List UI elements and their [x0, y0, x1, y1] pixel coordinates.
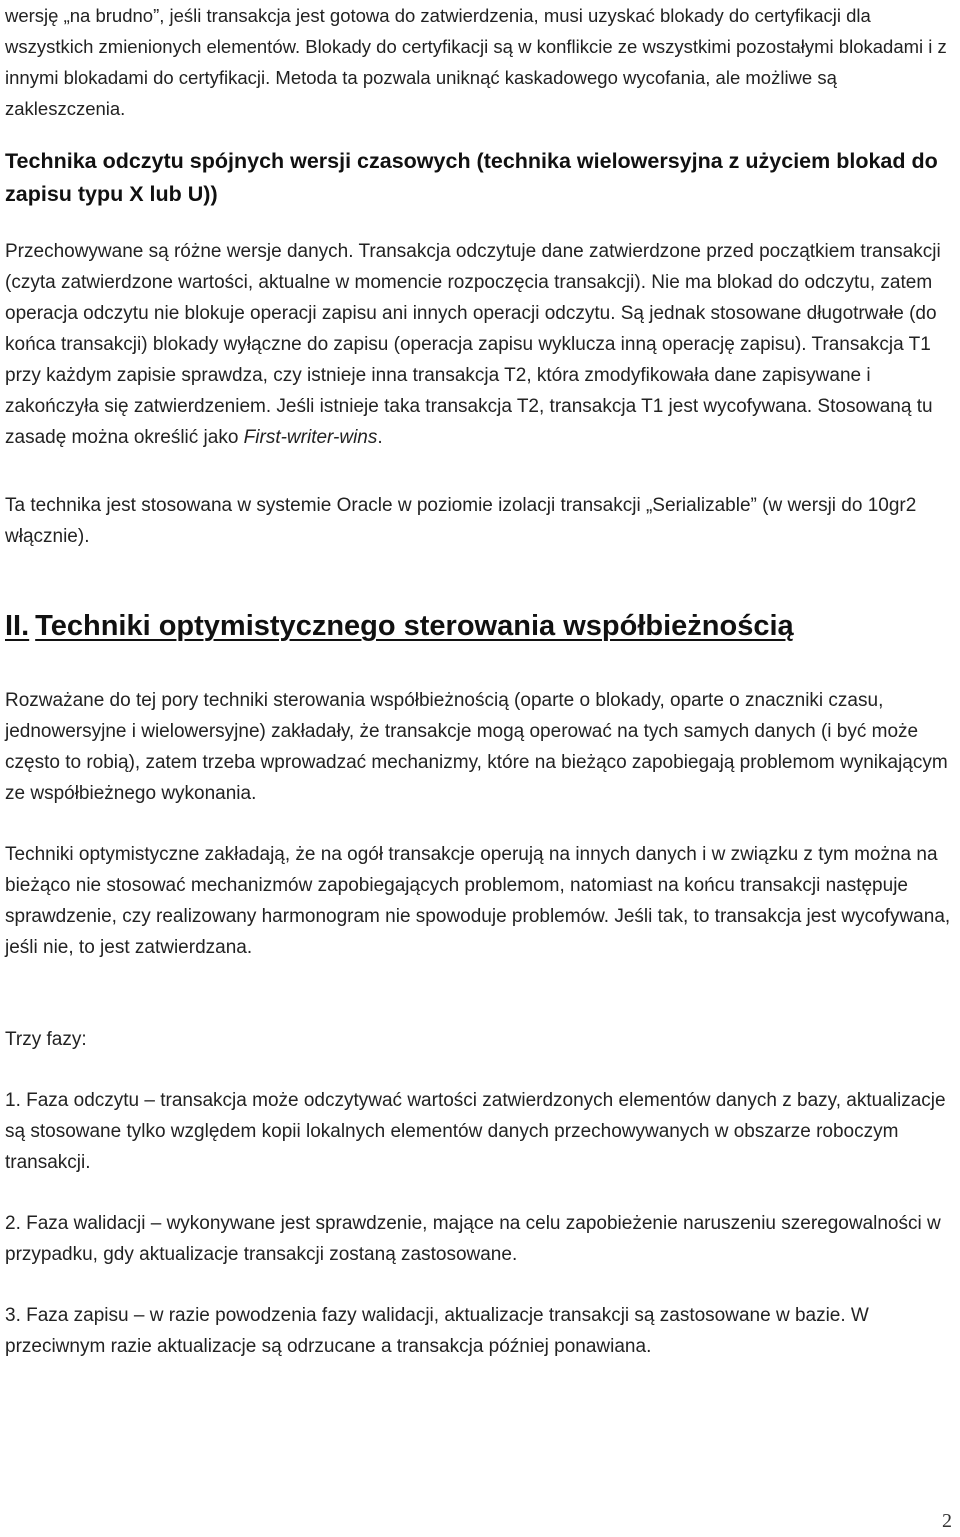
phase-3-item: 3. Faza zapisu – w razie powodzenia fazy walidacji, aktualizacje transakcji są zastosowane w bazie. W przeciwnym razie aktualizacje są odrzucane a transakcja później ponawiana. [5, 1305, 869, 1357]
paragraph-intro: wersję „na brudno”, jeśli transakcja jest gotowa do zatwierdzenia, musi uzyskać blokady do certyfikacji dla wszystkich zmienionych elementów. Blokady do certyfikacji są w konflikcie ze wszystkimi pozostałymi blokadami i z innymi blokadami do certyfikacji. Metoda ta pozwala uniknąć kaskadowego wycofania, ale możliwe są zakleszczenia. [5, 5, 947, 119]
three-phases-label: Trzy fazy: [5, 1029, 87, 1050]
paragraph-mvcc [5, 236, 955, 453]
first-writer-wins-term: First-writer-wins [243, 427, 378, 448]
paragraph-oracle: Ta technika jest stosowana w systemie Oracle w poziomie izolacji transakcji „Serializable” (w wersji do 10gr2 włącznie). [5, 495, 917, 547]
mvcc-end: . [377, 427, 383, 448]
paragraph-considered: Rozważane do tej pory techniki sterowania współbieżnością (oparte o blokady, oparte o znaczniki czasu, jednowersyjne i wielowersyjne) zakładały, że transakcje mogą operować na tych samych danych (i być może często to robią), zatem trzeba wprowadzać mechanizmy, które na bieżąco zapobiegają problemom wynikającym ze współbieżnego wykonania. [5, 690, 948, 804]
phase-2-item: 2. Faza walidacji – wykonywane jest sprawdzenie, mające na celu zapobieżenie naruszeniu szeregowalności w przypadku, gdy aktualizacje transakcji zostaną zastosowane. [5, 1213, 941, 1265]
section-number: II. [5, 610, 30, 642]
technique-heading: Technika odczytu spójnych wersji czasowych (technika wielowersyjna z użyciem blokad do zapisu typu X lub U)) [5, 149, 938, 206]
paragraph-optimistic: Techniki optymistyczne zakładają, że na ogół transakcje operują na innych danych i w związku z tym można na bieżąco nie stosować mechanizmów zapobiegających problemom, natomiast na końcu transakcji następuje sprawdzenie, czy realizowany harmonogram nie spowoduje problemów. Jeśli tak, to transakcja jest wycofywana, jeśli nie, to jest zatwierdzana. [5, 844, 951, 958]
mvcc-text: Przechowywane są różne wersje danych. Transakcja odczytuje dane zatwierdzone przed początkiem transakcji (czyta zatwierdzone wartości, aktualne w momencie rozpoczęcia transakcji). Nie ma blokad do odczytu, zatem operacja odczytu nie blokuje operacji zapisu ani innych operacji odczytu. Są jednak stosowane długotrwałe (do końca transakcji) blokady wyłączne do zapisu (operacja zapisu wyklucza inną operację zapisu). Transakcja T1 przy każdym zapisie sprawdza, czy istnieje inna transakcja T2, która zmodyfikowała dane zapisywane i zakończyła się zatwierdzeniem. Jeśli istnieje taka transakcja T2, transakcja T1 jest wycofywana. Stosowaną tu zasadę można określić jako [5, 241, 941, 448]
section-title: Techniki optymistycznego sterowania współbieżnością [35, 610, 794, 642]
section-heading [5, 606, 794, 646]
phase-1-item: 1. Faza odczytu – transakcja może odczytywać wartości zatwierdzonych elementów danych z bazy, aktualizacje są stosowane tylko względem kopii lokalnych elementów danych przechowywanych w obszarze roboczym transakcji. [5, 1090, 946, 1173]
page-number: 2 [942, 1510, 952, 1532]
